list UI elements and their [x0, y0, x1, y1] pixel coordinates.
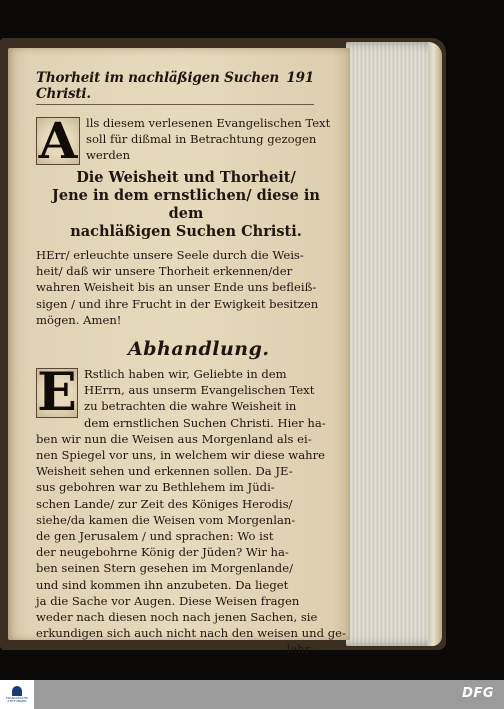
main-line: ben wir nun die Weisen aus Morgenland als ei-	[36, 431, 312, 446]
dfg-logo[interactable]: DFG	[462, 686, 494, 701]
main-line: Weisheit sehen und erkennen sollen. Da JE-	[36, 464, 293, 479]
prayer-line: HErr/ erleuchte unsere Seele durch die Weis-	[36, 248, 304, 262]
page-header	[36, 70, 314, 105]
main-line: weder nach diesen noch nach jenen Sachen, sie	[36, 610, 318, 625]
prayer-line: sigen / und ihre Frucht in der Ewigkeit besitzen	[36, 296, 319, 311]
book-fore-edge	[346, 42, 442, 646]
intro-line: lls diesem verlesenen Evangelischen Text	[86, 116, 331, 130]
main-line: ben seinen Stern gesehen im Morgenlande/	[36, 561, 293, 576]
main-line: und sind kommen ihn anzubeten. Da lieget	[36, 577, 289, 592]
main-line: de gen Jerusalem / und sprachen: Wo ist	[36, 529, 274, 544]
intro-line: soll für dißmal in Betrachtung gezogen	[86, 132, 317, 147]
institution-logo-icon	[12, 686, 22, 696]
viewer-footer	[0, 680, 504, 709]
main-line: sus gebohren war zu Bethlehem im Jüdi-	[36, 480, 275, 495]
main-line: der neugebohrne König der Jüden? Wir ha-	[36, 545, 289, 560]
main-line: lehr-	[286, 642, 314, 657]
intro-line: werden	[86, 148, 131, 163]
main-line: dem ernstlichen Suchen Christi. Hier ha-	[84, 415, 326, 430]
main-line: Rstlich haben wir, Geliebte in dem	[84, 367, 287, 382]
prayer-line: mögen. Amen!	[36, 312, 122, 327]
main-dropcap: E	[37, 362, 77, 424]
intro-dropcap: A	[36, 117, 80, 165]
main-line: zu betrachten die wahre Weisheit in	[84, 399, 297, 414]
institution-logo[interactable]	[2, 681, 32, 708]
book-page	[8, 48, 350, 657]
title-line: Jene in dem ernstlichen/ diese in dem	[52, 187, 320, 222]
running-title: Thorheit im nachläßigen Suchen Christi.	[36, 70, 279, 102]
institution-logo-text: FRANCKESCHE STIFTUNGEN	[5, 695, 29, 703]
page-number: 191	[286, 70, 314, 86]
main-line: HErrn, aus unserm Evangelischen Text	[84, 383, 315, 398]
main-line: siehe/da kamen die Weisen vom Morgenlan-	[36, 512, 296, 527]
main-line: erkundigen sich auch nicht nach den weisen und ge-	[36, 626, 346, 641]
prayer-line: heit/ daß wir unsere Thorheit erkennen/der	[36, 264, 293, 279]
footer-bar	[34, 680, 504, 709]
main-line: schen Lande/ zur Zeit des Königes Herodis/	[36, 496, 293, 511]
prayer-line: wahren Weisheit bis an unser Ende uns befleiß-	[36, 280, 317, 295]
page-content	[36, 70, 344, 658]
section-heading: Abhandlung.	[128, 338, 270, 361]
sermon-title	[36, 169, 336, 241]
prayer-paragraph	[36, 247, 344, 328]
title-line: nachläßigen Suchen Christi.	[70, 223, 302, 240]
main-paragraph	[36, 362, 346, 658]
title-line: Die Weisheit und Thorheit/	[76, 169, 296, 186]
main-line: ja die Sache vor Augen. Diese Weisen fragen	[36, 593, 300, 608]
intro-paragraph	[36, 111, 344, 170]
main-line: nen Spiegel vor uns, in welchem wir diese wahre	[36, 448, 326, 463]
